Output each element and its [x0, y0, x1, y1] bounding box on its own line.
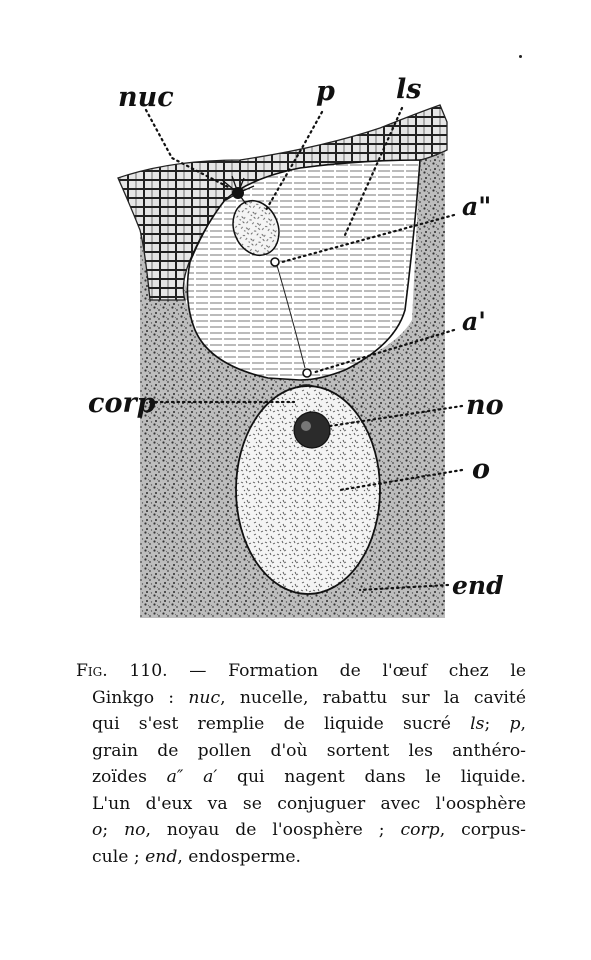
caption-text: qui s'est remplie de liquide sucré: [92, 714, 471, 734]
caption-term: a″ a′: [166, 767, 218, 787]
caption-term: end: [145, 846, 178, 867]
label-a2: a": [462, 192, 492, 221]
antherozoid-a1: [303, 369, 311, 377]
caption-term: no: [124, 820, 146, 840]
figure-caption: [76, 658, 526, 870]
label-no: no: [466, 390, 504, 421]
caption-text: ;: [484, 714, 510, 734]
caption-line-7: [76, 817, 526, 844]
label-p: p: [316, 76, 335, 107]
caption-term: ls: [470, 714, 485, 734]
caption-text: — Formation de l'œuf chez le: [167, 661, 527, 681]
caption-line-2: [76, 685, 526, 712]
caption-text: ,: [520, 714, 526, 734]
caption-line-6: L'un d'eux va se conjuguer avec l'oosphère: [92, 793, 526, 814]
caption-text: , endosperme.: [177, 846, 302, 867]
caption-line-3: [76, 711, 526, 738]
caption-text: qui nagent dans le liquide.: [217, 767, 527, 787]
caption-text: Ginkgo :: [92, 687, 189, 708]
nucleus-highlight: [301, 421, 311, 431]
caption-term: corp: [400, 820, 440, 840]
caption-line-4: grain de pollen d'où sortent les anthéro-: [92, 740, 526, 761]
caption-term: p: [509, 714, 521, 734]
caption-term: nuc: [188, 687, 221, 708]
pollen-tube-base: [232, 187, 244, 199]
caption-line-5: [76, 764, 526, 791]
caption-line-8: [76, 844, 526, 871]
label-ls: ls: [396, 74, 422, 105]
caption-text: , noyau de l'oosphère ;: [145, 820, 401, 840]
caption-text: ;: [102, 820, 125, 840]
label-end: end: [452, 571, 504, 600]
caption-text: , corpus-: [439, 820, 526, 840]
caption-term: o: [92, 820, 103, 840]
caption-text: , nucelle, rabattu sur la cavité: [220, 687, 527, 708]
caption-line-1: [76, 658, 526, 685]
label-o: o: [472, 454, 491, 485]
antherozoid-a2: [271, 258, 279, 266]
caption-text: zoïdes: [92, 767, 167, 787]
label-a1: a': [462, 307, 486, 336]
label-corp: corp: [88, 388, 156, 419]
figure-number: Fig. 110.: [76, 661, 168, 681]
caption-text: cule ;: [92, 846, 146, 867]
oosphere-nucleus: [294, 412, 330, 448]
label-nuc: nuc: [118, 82, 174, 113]
